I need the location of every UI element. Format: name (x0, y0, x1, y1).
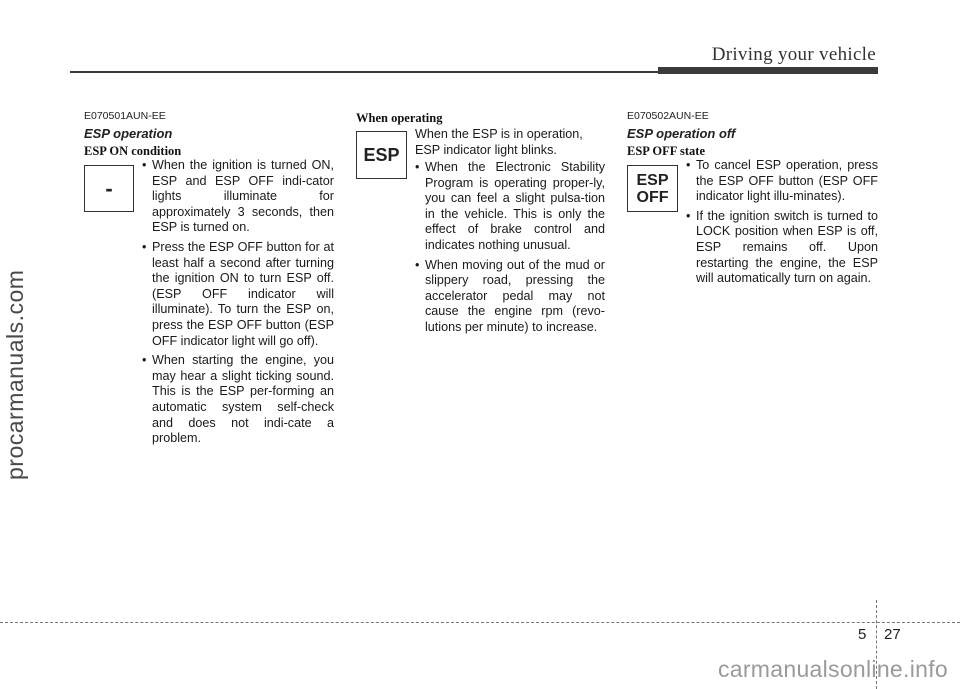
side-watermark: procarmanuals.com (2, 269, 28, 480)
indicator-blank-icon (84, 165, 134, 212)
list-item: • When the Electronic Stability Program is operating proper-ly, you can feel a slight pulsa-tion in the vehicle. This is only the effect of brake control and indicates nothing unusual. (415, 160, 605, 254)
right-bullet-list (686, 158, 878, 291)
list-item: • When the ignition is turned ON, ESP and ESP OFF indi-cator lights illuminate for approximately 3 seconds, then ESP is turned on. (142, 158, 334, 236)
list-item: • Press the ESP OFF button for at least half a second after turning the ignition ON to turn ESP off. (ESP OFF indicator will illuminate). To turn the ESP on, press the ESP OFF button (ESP OFF indicator light will go off). (142, 240, 334, 349)
right-subheading: ESP OFF state (627, 144, 706, 158)
left-section-heading: ESP operation (84, 126, 173, 141)
footer-rule (0, 622, 960, 623)
esp-indicator-icon (356, 131, 407, 179)
list-item: • When moving out of the mud or slippery road, pressing the accelerator pedal may not cause the engine rpm (revo-lutions per minute) to increase. (415, 258, 605, 336)
left-subheading: ESP ON condition (84, 144, 182, 158)
middle-bullet-list (415, 160, 605, 340)
middle-intro: When the ESP is in operation, ESP indicator light blinks. (415, 127, 583, 157)
page-number: 27 (884, 626, 901, 643)
bottom-watermark: carmanualsonline.info (717, 656, 948, 682)
esp-off-indicator-line2: OFF (636, 188, 669, 206)
right-section-code: E070502AUN-EE (627, 110, 709, 122)
header-rule (70, 71, 660, 73)
middle-subheading: When operating (356, 111, 443, 125)
esp-off-indicator-icon (627, 165, 678, 212)
list-item: • When starting the engine, you may hear a slight ticking sound. This is the ESP per-forming an automatic system self-check and does not indi-cate a problem. (142, 353, 334, 447)
left-bullet-list (142, 158, 334, 451)
list-item: • If the ignition switch is turned to LOCK position when ESP is off, ESP remains off. Upon restarting the engine, the ESP will automatically turn on again. (686, 209, 878, 287)
header-rule-thick (658, 67, 878, 74)
list-item: • To cancel ESP operation, press the ESP OFF button (ESP OFF indicator light illu-minates). (686, 158, 878, 205)
page-header-title: Driving your vehicle (711, 44, 876, 65)
indicator-blank-label: - (105, 175, 113, 201)
esp-off-indicator-line1: ESP (636, 171, 669, 189)
section-number: 5 (858, 626, 867, 643)
left-section-code: E070501AUN-EE (84, 110, 166, 122)
right-section-heading: ESP operation off (627, 126, 736, 141)
esp-indicator-label: ESP (363, 144, 400, 165)
